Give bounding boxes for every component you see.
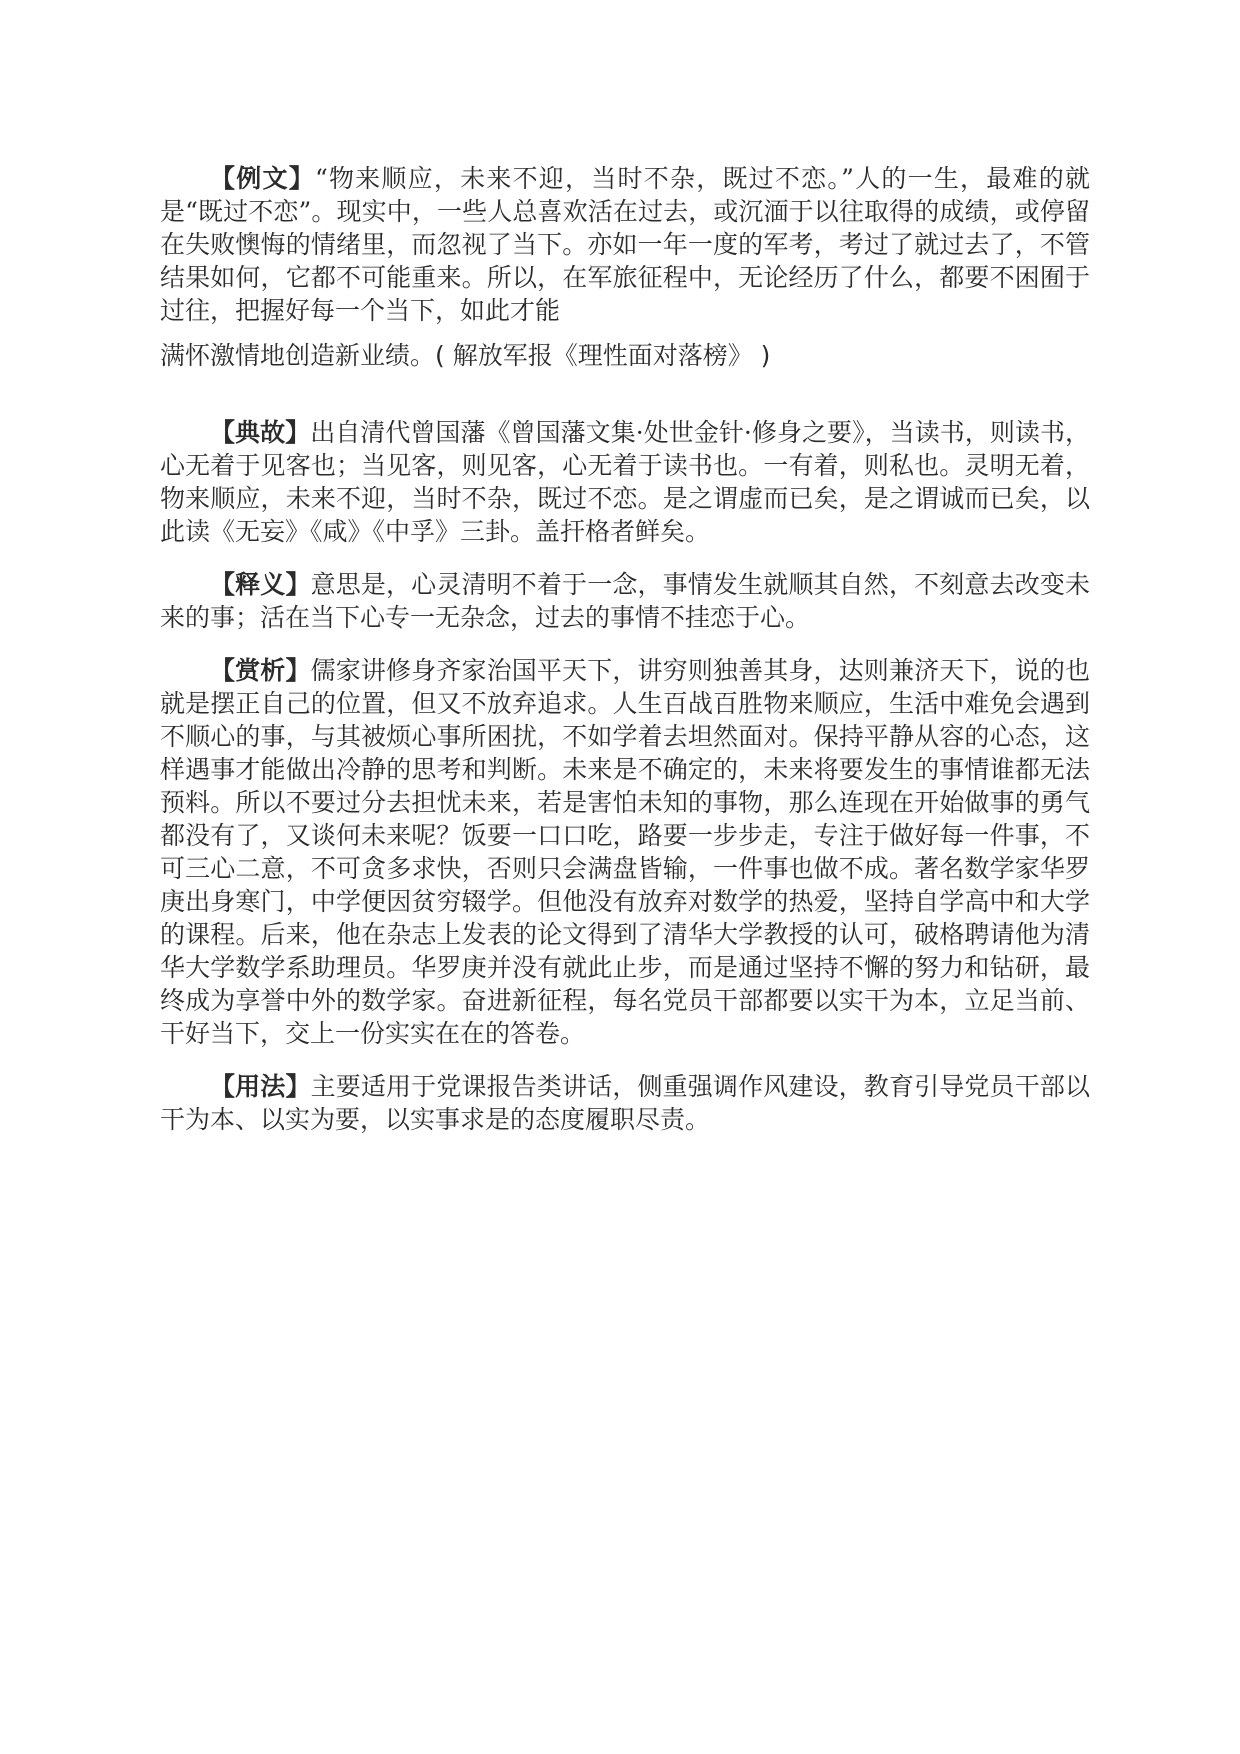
allusion-paragraph <box>160 416 1090 548</box>
allusion-tag: 【典故】 <box>210 418 311 447</box>
example-tail-line <box>160 339 1090 372</box>
allusion-text: 出自清代曾国藩《曾国藩文集·处世金针·修身之要》，当读书，则读书，心无着于见客也；当见客，则见客，心无着于读书也。一有着，则私也。灵明无着，物来顺应，未来不迎，当时不杂，既过不恋。是之谓虚而已矣，是之谓诚而已矣，以此读《无妄》《咸》《中孚》三卦。盖扞格者鲜矣。 <box>160 418 1090 546</box>
usage-text: 主要适用于党课报告类讲话，侧重强调作风建设，教育引导党员干部以干为本、以实为要，以实事求是的态度履职尽责。 <box>160 1072 1090 1134</box>
meaning-text: 意思是，心灵清明不着于一念，事情发生就顺其自然，不刻意去改变未来的事；活在当下心专一无杂念，过去的事情不挂恋于心。 <box>160 570 1090 632</box>
appreciation-paragraph <box>160 654 1090 1050</box>
appreciation-tag: 【赏析】 <box>210 656 311 685</box>
document-body <box>160 162 1090 1136</box>
appreciation-text: 儒家讲修身齐家治国平天下，讲穷则独善其身，达则兼济天下，说的也就是摆正自己的位置，但又不放弃追求。人生百战百胜物来顺应，生活中难免会遇到不顺心的事，与其被烦心事所困扰，不如学着去坦然面对。保持平静从容的心态，这样遇事才能做出冷静的思考和判断。未来是不确定的，未来将要发生的事情谁都无法预料。所以不要过分去担忧未来，若是害怕未知的事物，那么连现在开始做事的勇气都没有了，又谈何未来呢？饭要一口口吃，路要一步步走，专注于做好每一件事，不可三心二意，不可贪多求快，否则只会满盘皆输，一件事也做不成。著名数学家华罗庚出身寒门，中学便因贫穷辍学。但他没有放弃对数学的热爱，坚持自学高中和大学的课程。后来，他在杂志上发表的论文得到了清华大学教授的认可，破格聘请他为清华大学数学系助理员。华罗庚并没有就此止步，而是通过坚持不懈的努力和钻研，最终成为享誉中外的数学家。奋进新征程，每名党员干部都要以实干为本，立足当前、干好当下，交上一份实实在在的答卷。 <box>160 656 1090 1048</box>
example-tag: 【例文】 <box>210 164 315 193</box>
usage-paragraph <box>160 1070 1090 1136</box>
example-source: ( 解放军报《理性面对落榜》 ) <box>435 341 771 370</box>
example-tail-text: 满怀激情地创造新业绩。 <box>160 341 436 370</box>
usage-tag: 【用法】 <box>210 1072 311 1101</box>
meaning-tag: 【释义】 <box>210 570 311 599</box>
example-paragraph <box>160 162 1090 372</box>
meaning-paragraph <box>160 568 1090 634</box>
example-text: “物来顺应，未来不迎，当时不杂，既过不恋。”人的一生，最难的就是“既过不恋”。现实中，一些人总喜欢活在过去，或沉湎于以往取得的成绩，或停留在失败懊悔的情绪里，而忽视了当下。亦如一年一度的军考，考过了就过去了，不管结果如何，它都不可能重来。所以，在军旅征程中，无论经历了什么，都要不困囿于过往，把握好每一个当下，如此才能 <box>160 164 1090 325</box>
